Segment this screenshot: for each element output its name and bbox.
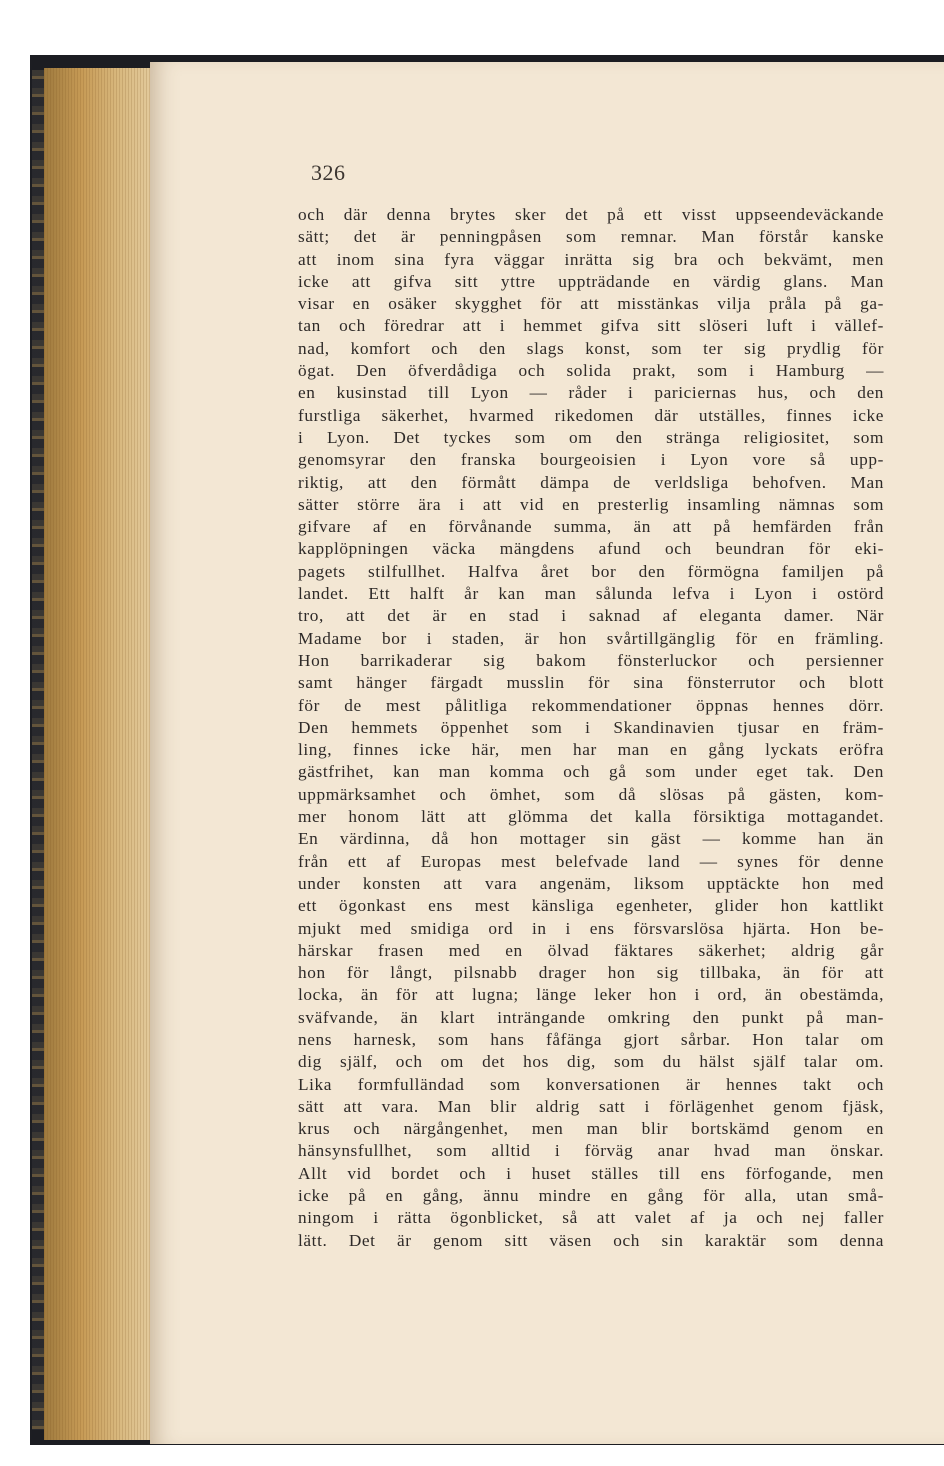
text-line: locka, än för att lugna; länge leker hon i ord, än obestämda,: [298, 985, 884, 1005]
text-line: i Lyon. Det tyckes som om den stränga religiositet, som: [298, 427, 884, 447]
text-line: ningom i rätta ögonblicket, så att valet af ja och nej faller: [298, 1208, 884, 1228]
text-line: härskar frasen med en ölvad fäktares säkerhet; aldrig går: [298, 940, 884, 960]
text-line: ling, finnes icke här, men har man en gång lyckats eröfra: [298, 740, 884, 760]
text-line: under konsten att vara angenäm, liksom upptäckte hon med: [298, 873, 884, 893]
text-line: och där denna brytes sker det på ett visst uppseendeväckande: [298, 205, 884, 224]
text-line: furstliga säkerhet, hvarmed rikedomen där utställes, finnes icke: [298, 405, 884, 425]
text-line: hon för långt, pilsnabb drager hon sig tillbaka, än för att: [298, 963, 884, 983]
text-line: krus och närgångenhet, men man blir bortskämd genom en: [298, 1119, 884, 1139]
text-line: uppmärksamhet och ömhet, som då slösas på gästen, kom-: [298, 784, 884, 804]
text-line: riktig, att den förmått dämpa de verldsliga behofven. Man: [298, 472, 884, 492]
text-line: från ett af Europas mest belefvade land — synes för denne: [298, 851, 884, 871]
text-line: sätt; det är penningpåsen som remnar. Man förstår kanske: [298, 227, 884, 247]
page-number: 326: [311, 160, 346, 185]
text-line: tro, att det är en stad i saknad af eleganta damer. När: [298, 606, 884, 626]
text-line: gästfrihet, kan man komma och gå som under eget tak. Den: [298, 762, 884, 782]
text-line: sväfvande, än klart inträngande omkring den punkt på man-: [298, 1007, 884, 1027]
text-line: tan och föredrar att i hemmet gifva sitt slöseri luft i vällef-: [298, 316, 884, 336]
text-line: Madame bor i staden, är hon svårtillgänglig för en främling.: [298, 628, 884, 648]
text-line: kapplöpningen väcka mängdens afund och beundran för eki-: [298, 539, 884, 559]
text-line: dig själf, och om det hos dig, som du hälst själf talar om.: [298, 1052, 884, 1072]
text-line: genomsyrar den franska bourgeoisien i Lyon vore så upp-: [298, 450, 884, 470]
text-line: icke på en gång, ännu mindre en gång för alla, utan små-: [298, 1186, 884, 1206]
text-line: pagets stilfullhet. Halfva året bor den förmögna familjen på: [298, 561, 884, 581]
text-line: Hon barrikaderar sig bakom fönsterluckor och persienner: [298, 650, 884, 670]
text-line: Allt vid bordet och i huset ställes till ens förfogande, men: [298, 1163, 884, 1183]
text-line: samt hänger färgadt musslin för sina fönsterrutor och blott: [298, 673, 884, 693]
text-line: sätt att vara. Man blir aldrig satt i förlägenhet genom fjäsk,: [298, 1096, 884, 1116]
text-line: Lika formfulländad som konversationen är hennes takt och: [298, 1074, 884, 1094]
text-line: Den hemmets öppenhet som i Skandinavien tjusar en främ-: [298, 717, 884, 737]
text-line: för de mest pålitliga rekommendationer öppnas hennes dörr.: [298, 695, 884, 715]
body-text: [298, 204, 884, 1252]
text-line: mjukt med smidiga ord in i ens försvarslösa hjärta. Hon be-: [298, 918, 884, 938]
text-line: gifvare af en förvånande summa, än att på hemfärden från: [298, 517, 884, 537]
text-line: en kusinstad till Lyon — råder i pariciernas hus, och den: [298, 383, 884, 403]
text-line: ögat. Den öfverdådiga och solida prakt, som i Hamburg —: [298, 361, 884, 381]
text-line: hänsynsfullhet, som alltid i förväg anar hvad man önskar.: [298, 1141, 884, 1161]
text-line: mer honom lätt att glömma det kalla försiktiga mottagandet.: [298, 807, 884, 827]
text-line: sätter större ära i att vid en presterlig insamling nämnas som: [298, 494, 884, 514]
text-line: icke att gifva sitt yttre uppträdande en värdig glans. Man: [298, 271, 884, 291]
text-line: lätt. Det är genom sitt väsen och sin karaktär som denna: [298, 1230, 884, 1250]
text-line: En värdinna, då hon mottager sin gäst — komme han än: [298, 829, 884, 849]
text-line: att inom sina fyra väggar inrätta sig bra och bekvämt, men: [298, 249, 884, 269]
text-line: nens harnesk, som hans fåfänga gjort sårbar. Hon talar om: [298, 1029, 884, 1049]
page-edges: [44, 68, 150, 1440]
text-line: ett ögonkast ens mest känsliga egenheter, glider hon kattlikt: [298, 896, 884, 916]
text-line: nad, komfort och den slags konst, som ter sig prydlig för: [298, 338, 884, 358]
text-line: visar en osäker skygghet för att misstänkas vilja pråla på ga-: [298, 294, 884, 314]
text-line: landet. Ett halft år kan man sålunda lefva i Lyon i ostörd: [298, 584, 884, 604]
